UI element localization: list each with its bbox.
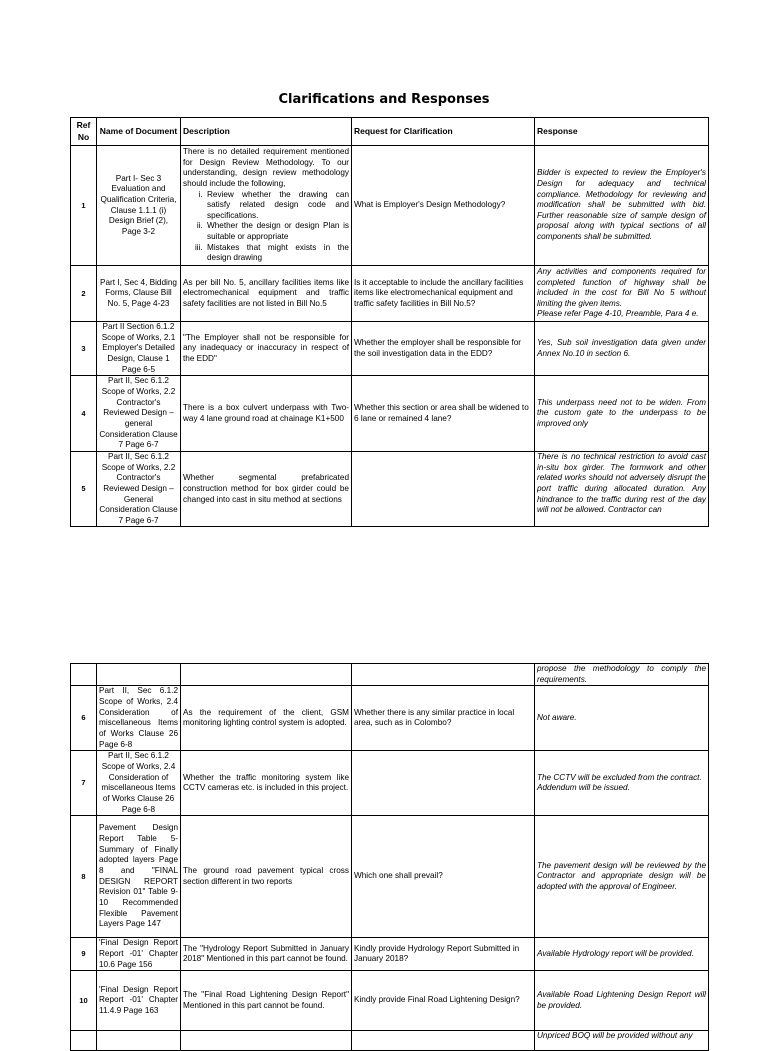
request-cell (352, 1031, 535, 1051)
response-cell (535, 938, 709, 971)
document-name-cell (97, 1031, 181, 1051)
document-name-cell: Part I, Sec 4, Bidding Forms, Clause Bill No. 5, Page 4-23 (97, 266, 181, 322)
description-cell: "The Employer shall not be responsible for any inadequacy or inaccuracy in respect of the EDD" (181, 322, 352, 376)
response-text: The CCTV will be excluded from the contract. (537, 772, 702, 782)
document-name-cell: 'Final Design Report Report -01' Chapter 10.6 Page 156 (97, 938, 181, 971)
ref-cell: 2 (71, 266, 97, 322)
response-cell (535, 322, 709, 376)
response-cell: Unpriced BOQ will be provided without any (535, 1031, 709, 1051)
description-cell: There is a box culvert underpass with Two-way 4 lane ground road at chainage K1+500 (181, 376, 352, 452)
response-cell (535, 751, 709, 816)
request-cell: Is it acceptable to include the ancillary facilities items like electromechanical equipment and traffic safety facilities in Bill No.5? (352, 266, 535, 322)
response-text: The pavement design will be reviewed by the Contractor and appropriate design will be adopted with the approval of Engineer. (537, 860, 706, 892)
response-cell: propose the methodology to comply the requirements. (535, 664, 709, 686)
request-cell (352, 664, 535, 686)
ref-cell (71, 664, 97, 686)
table-row (71, 451, 709, 527)
ref-cell: 1 (71, 146, 97, 266)
header-ref-no: Ref No (71, 118, 97, 146)
document-name-cell (97, 664, 181, 686)
description-cell (181, 664, 352, 686)
ref-cell: 8 (71, 816, 97, 938)
ref-cell: 6 (71, 686, 97, 751)
header-request: Request for Clarification (352, 118, 535, 146)
response-text: Please refer Page 4-10, Preamble, Para 4 e. (537, 309, 699, 319)
table-row (71, 322, 709, 376)
request-cell: Kindly provide Final Road Lightening Design? (352, 971, 535, 1031)
table-row (71, 971, 709, 1031)
response-cell (535, 146, 709, 266)
request-cell: Whether this section or area shall be widened to 6 lane or remained 4 lane? (352, 376, 535, 452)
table-row (71, 376, 709, 452)
request-cell: What is Employer's Design Methodology? (352, 146, 535, 266)
document-name-cell: Part I- Sec 3 Evaluation and Qualification Criteria, Clause 1.1.1 (i) Design Brief (2), Page 3-2 (97, 146, 181, 266)
response-cell (535, 816, 709, 938)
ref-cell (71, 1031, 97, 1051)
response-text: This underpass need not to be widen. From the custom gate to the underpass to be improved only (537, 397, 706, 428)
request-cell: Whether the employer shall be responsible for the soil investigation data in the EDD? (352, 322, 535, 376)
table-row (71, 751, 709, 816)
document-name-cell: 'Final Design Report Report -01' Chapter 11.4.9 Page 163 (97, 971, 181, 1031)
ref-cell: 9 (71, 938, 97, 971)
response-text: Yes, Sub soil investigation data given under Annex No.10 in section 6. (537, 337, 706, 358)
response-text: Any activities and components required for completed function of highway shall be included in the cost for Bill No 5 without limiting the given items. (537, 266, 706, 308)
description-item: i. Review whether the drawing can satisfy related design code and specifications. (205, 190, 349, 222)
response-cell (535, 266, 709, 322)
document-name-cell: Part II, Sec 6.1.2 Scope of Works, 2.4 Consideration of miscellaneous Items of Works Clause 26 Page 6-8 (97, 751, 181, 816)
ref-cell: 4 (71, 376, 97, 452)
document-title: Clarifications and Responses (278, 92, 490, 107)
response-text: Bidder is expected to review the Employer's Design for adequacy and technical compliance. Methodology for reviewing and modification shall be submitted with bid. Further reasonable size of sample design of proposal along with typical sections of all components shall be submitted. (537, 168, 706, 242)
response-cell (535, 376, 709, 452)
table-header-row (71, 118, 709, 146)
request-cell: Whether there is any similar practice in local area, such as in Colombo? (352, 686, 535, 751)
document-name-cell: Part II, Sec 6.1.2 Scope of Works, 2.2 Contractor's Reviewed Design – General Consideration Clause 7 Page 6-7 (97, 451, 181, 527)
clarifications-table-page-1 (70, 117, 709, 527)
request-cell: Kindly provide Hydrology Report Submitted in January 2018? (352, 938, 535, 971)
continuation-row (71, 664, 709, 686)
ref-cell: 10 (71, 971, 97, 1031)
header-response: Response (535, 118, 709, 146)
response-text: There is no technical restriction to avoid cast in-situ box girder. The formwork and other related works should not adversely disrupt the port traffic during allocated duration. Any hindrance to the traffic during rest of the day will not be allowed. Contractor can (537, 451, 706, 515)
table-row (71, 686, 709, 751)
response-cell (535, 686, 709, 751)
response-text: Available Hydrology report will be provided. (537, 948, 694, 958)
request-cell (352, 451, 535, 527)
ref-cell: 3 (71, 322, 97, 376)
table-row (71, 1031, 709, 1051)
description-cell: As per bill No. 5, ancillary facilities items like electromechanical equipment and traffic safety facilities are not listed in Bill No.5 (181, 266, 352, 322)
description-cell: Whether segmental prefabricated construction method for box girder could be changed into cast in situ method at sections (181, 451, 352, 527)
response-text: Not aware. (537, 712, 577, 722)
request-cell: Which one shall prevail? (352, 816, 535, 938)
description-cell: The ground road pavement typical cross section different in two reports (181, 816, 352, 938)
ref-cell: 5 (71, 451, 97, 527)
table-row (71, 146, 709, 266)
header-description: Description (181, 118, 352, 146)
clarifications-table-page-2 (70, 663, 709, 1051)
response-cell (535, 451, 709, 527)
description-cell (181, 1031, 352, 1051)
document-name-cell: Part II Section 6.1.2 Scope of Works, 2.1 Employer's Detailed Design, Clause 1 Page 6-5 (97, 322, 181, 376)
description-cell: Whether the traffic monitoring system like CCTV cameras etc. is included in this project. (181, 751, 352, 816)
response-text: Addendum will be issued. (537, 783, 630, 793)
description-list (183, 190, 349, 265)
request-cell (352, 751, 535, 816)
description-item: ii. Whether the design or design Plan is suitable or appropriate (205, 221, 349, 242)
ref-cell: 7 (71, 751, 97, 816)
document-name-cell: Part II, Sec 6.1.2 Scope of Works, 2.4 Consideration of miscellaneous Items of Works Clause 26 Page 6-8 (97, 686, 181, 751)
response-cell (535, 971, 709, 1031)
description-cell: The "Final Road Lightening Design Report" Mentioned in this part cannot be found. (181, 971, 352, 1031)
response-text: Available Road Lightening Design Report will be provided. (537, 990, 706, 1010)
description-intro: There is no detailed requirement mentioned for Design Review Methodology. To our understanding, design review methodology should include the following, (183, 146, 349, 188)
document-name-cell: Pavement Design Report Table 5- Summary of Finally adopted layers Page 8 and "FINAL DESIGN REPORT Revision 01" Table 9-10 Recommended Flexible Pavement Layers Page 147 (97, 816, 181, 938)
document-name-cell: Part II, Sec 6.1.2 Scope of Works, 2.2 Contractor's Reviewed Design – general Consideration Clause 7 Page 6-7 (97, 376, 181, 452)
table-row (71, 266, 709, 322)
description-cell: As the requirement of the client, GSM monitoring lighting control system is adopted. (181, 686, 352, 751)
description-cell: The "Hydrology Report Submitted in January 2018" Mentioned in this part cannot be found. (181, 938, 352, 971)
table-row (71, 816, 709, 938)
description-cell (181, 146, 352, 266)
header-name-of-document: Name of Document (97, 118, 181, 146)
description-item: iii. Mistakes that might exists in the design drawing (205, 243, 349, 264)
table-row (71, 938, 709, 971)
